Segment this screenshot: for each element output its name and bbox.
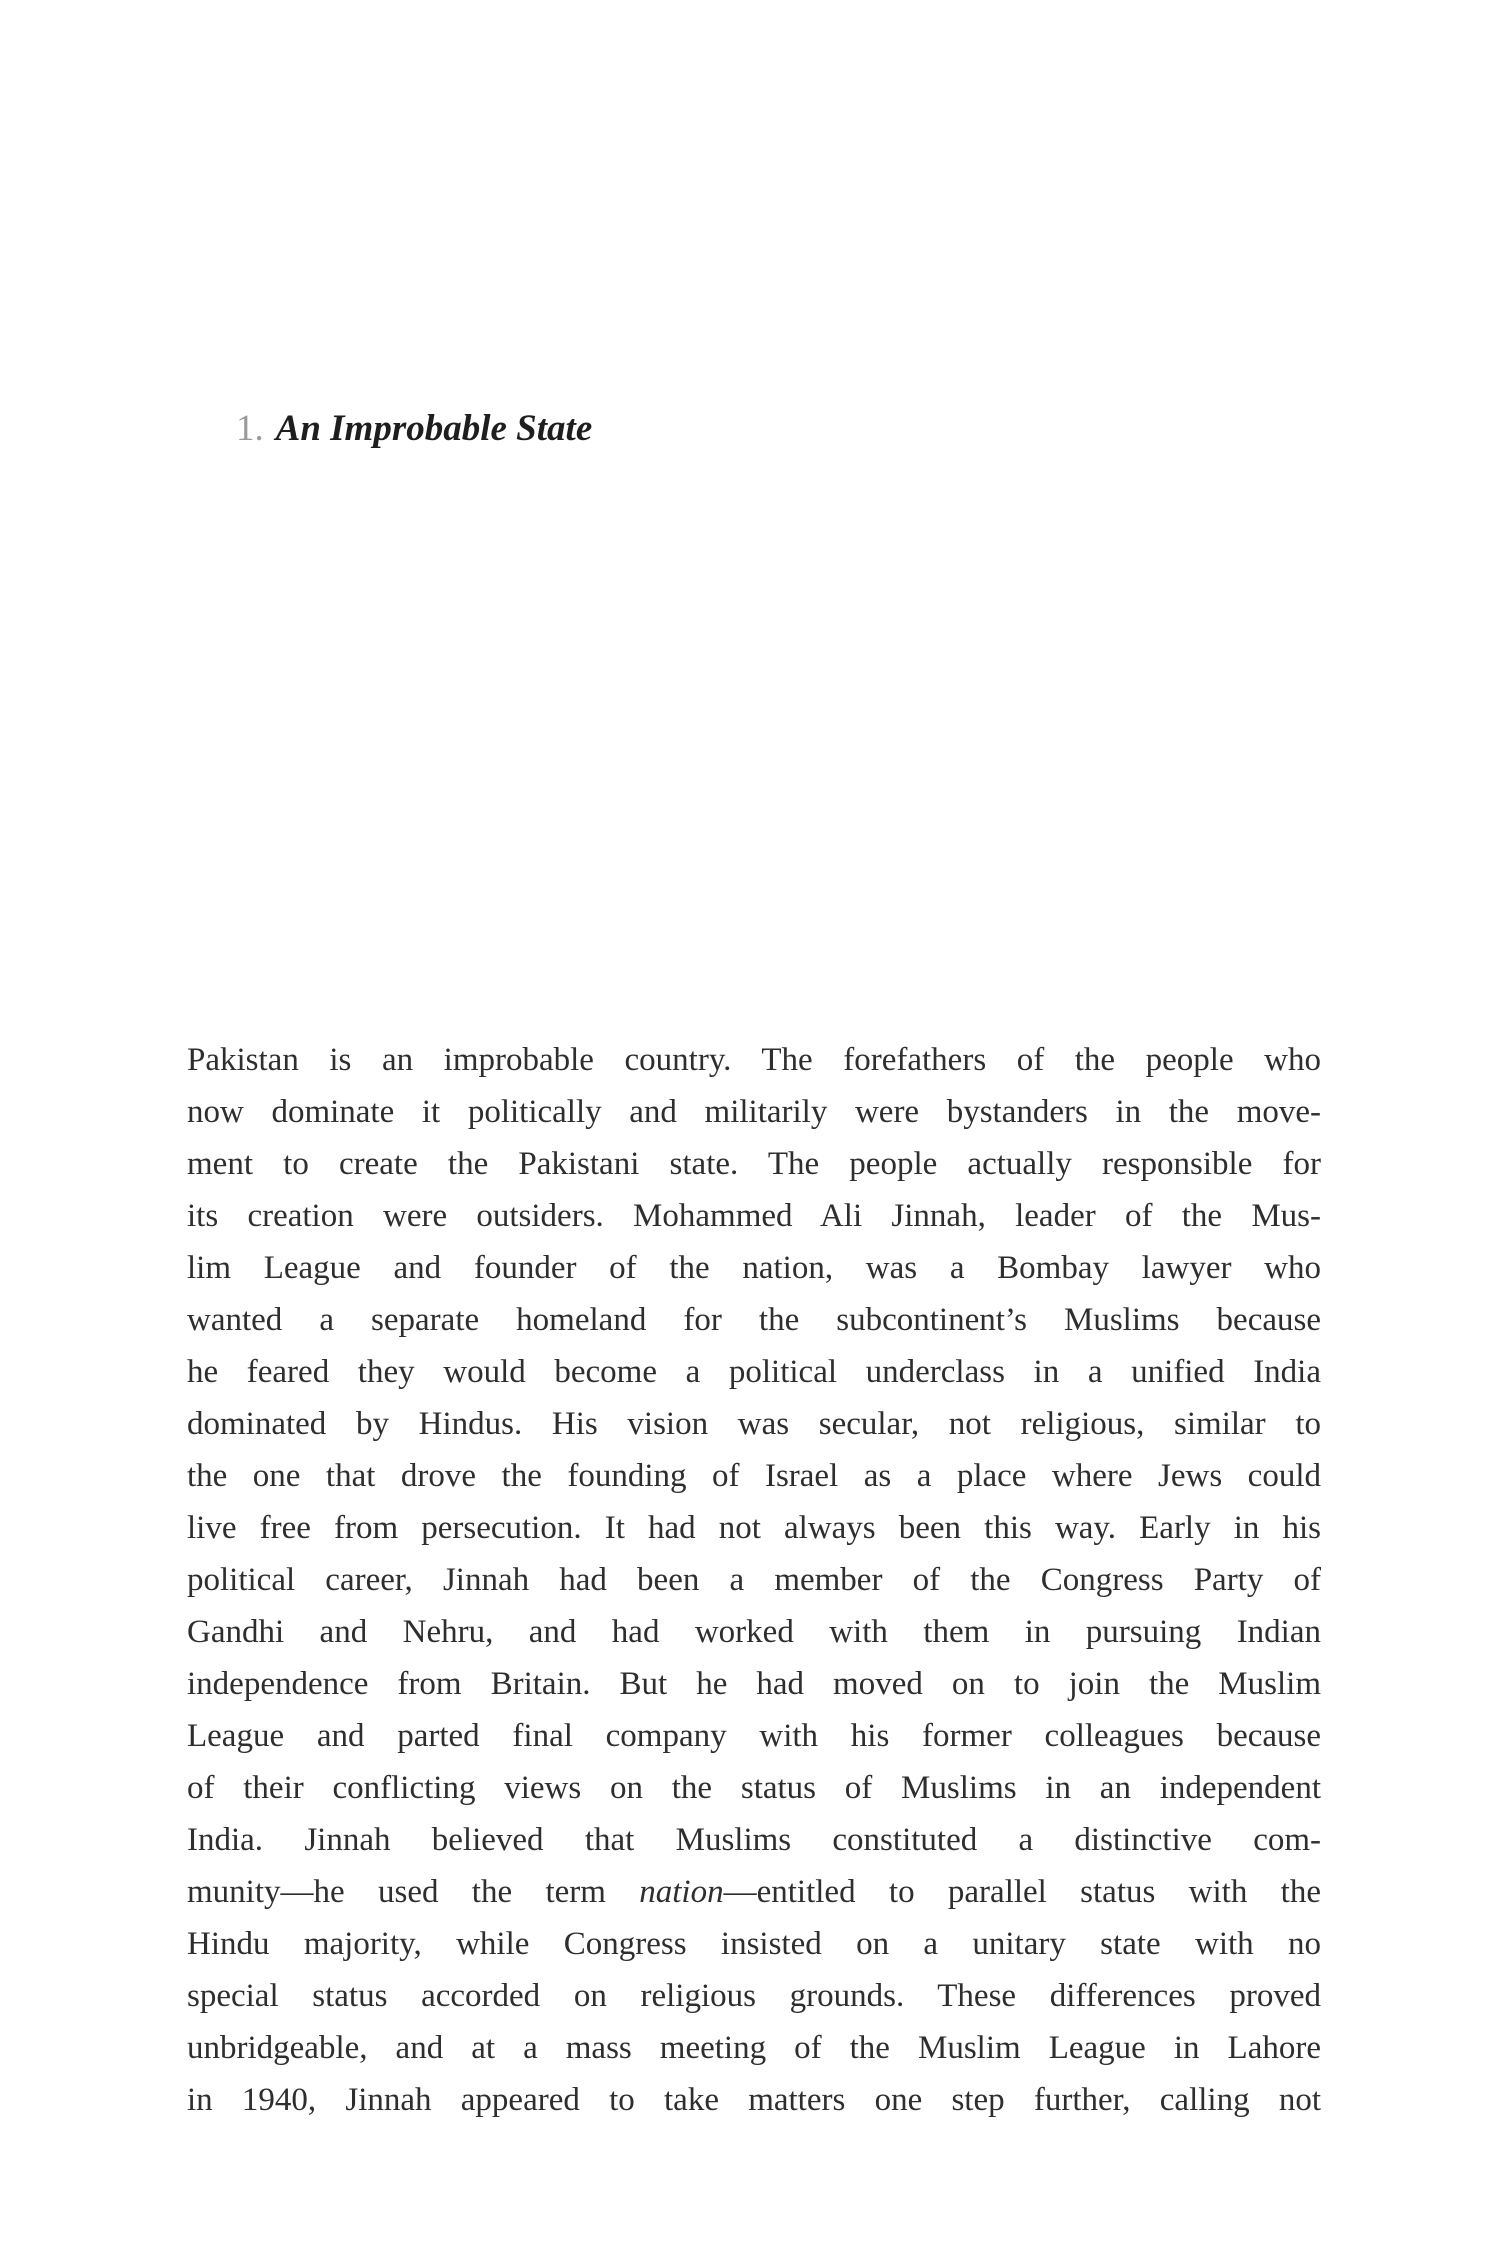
text-line: he feared they would become a political underclass in a unified India: [187, 1354, 1321, 1390]
text-line: League and parted final company with his former colleagues because: [187, 1718, 1321, 1754]
text-line: of their conflicting views on the status of Muslims in an independent: [187, 1770, 1321, 1806]
text-line: independence from Britain. But he had moved on to join the Muslim: [187, 1666, 1321, 1702]
line-part-after: —entitled to parallel status with the: [723, 1874, 1321, 1910]
chapter-number: 1.: [236, 408, 264, 449]
chapter-title: An Improbable State: [275, 408, 593, 449]
text-line-italic-term: [187, 1866, 1321, 1918]
text-line: its creation were outsiders. Mohammed Ali Jinnah, leader of the Mus-: [187, 1198, 1321, 1234]
text-line: wanted a separate homeland for the subcontinent’s Muslims because: [187, 1302, 1321, 1338]
text-line: dominated by Hindus. His vision was secular, not religious, similar to: [187, 1406, 1321, 1442]
text-line: unbridgeable, and at a mass meeting of the Muslim League in Lahore: [187, 2030, 1321, 2066]
text-line: now dominate it politically and militarily were bystanders in the move-: [187, 1094, 1321, 1130]
text-line: Pakistan is an improbable country. The forefathers of the people who: [187, 1042, 1321, 1078]
text-line: Hindu majority, while Congress insisted on a unitary state with no: [187, 1926, 1321, 1962]
text-line: Gandhi and Nehru, and had worked with them in pursuing Indian: [187, 1614, 1321, 1650]
text-line: special status accorded on religious grounds. These differences proved: [187, 1978, 1321, 2014]
text-line: lim League and founder of the nation, was a Bombay lawyer who: [187, 1250, 1321, 1286]
italic-term-nation: nation: [639, 1874, 724, 1910]
chapter-heading: [236, 410, 592, 447]
text-line: in 1940, Jinnah appeared to take matters one step further, calling not: [187, 2082, 1321, 2118]
text-line: live free from persecution. It had not always been this way. Early in his: [187, 1510, 1321, 1546]
text-line: the one that drove the founding of Israel as a place where Jews could: [187, 1458, 1321, 1494]
line-part-before: munity—he used the term: [187, 1874, 640, 1910]
text-line: ment to create the Pakistani state. The people actually responsible for: [187, 1146, 1321, 1182]
text-line: India. Jinnah believed that Muslims constituted a distinctive com-: [187, 1822, 1321, 1858]
body-paragraph: [187, 1034, 1321, 2126]
text-line: political career, Jinnah had been a member of the Congress Party of: [187, 1562, 1321, 1598]
